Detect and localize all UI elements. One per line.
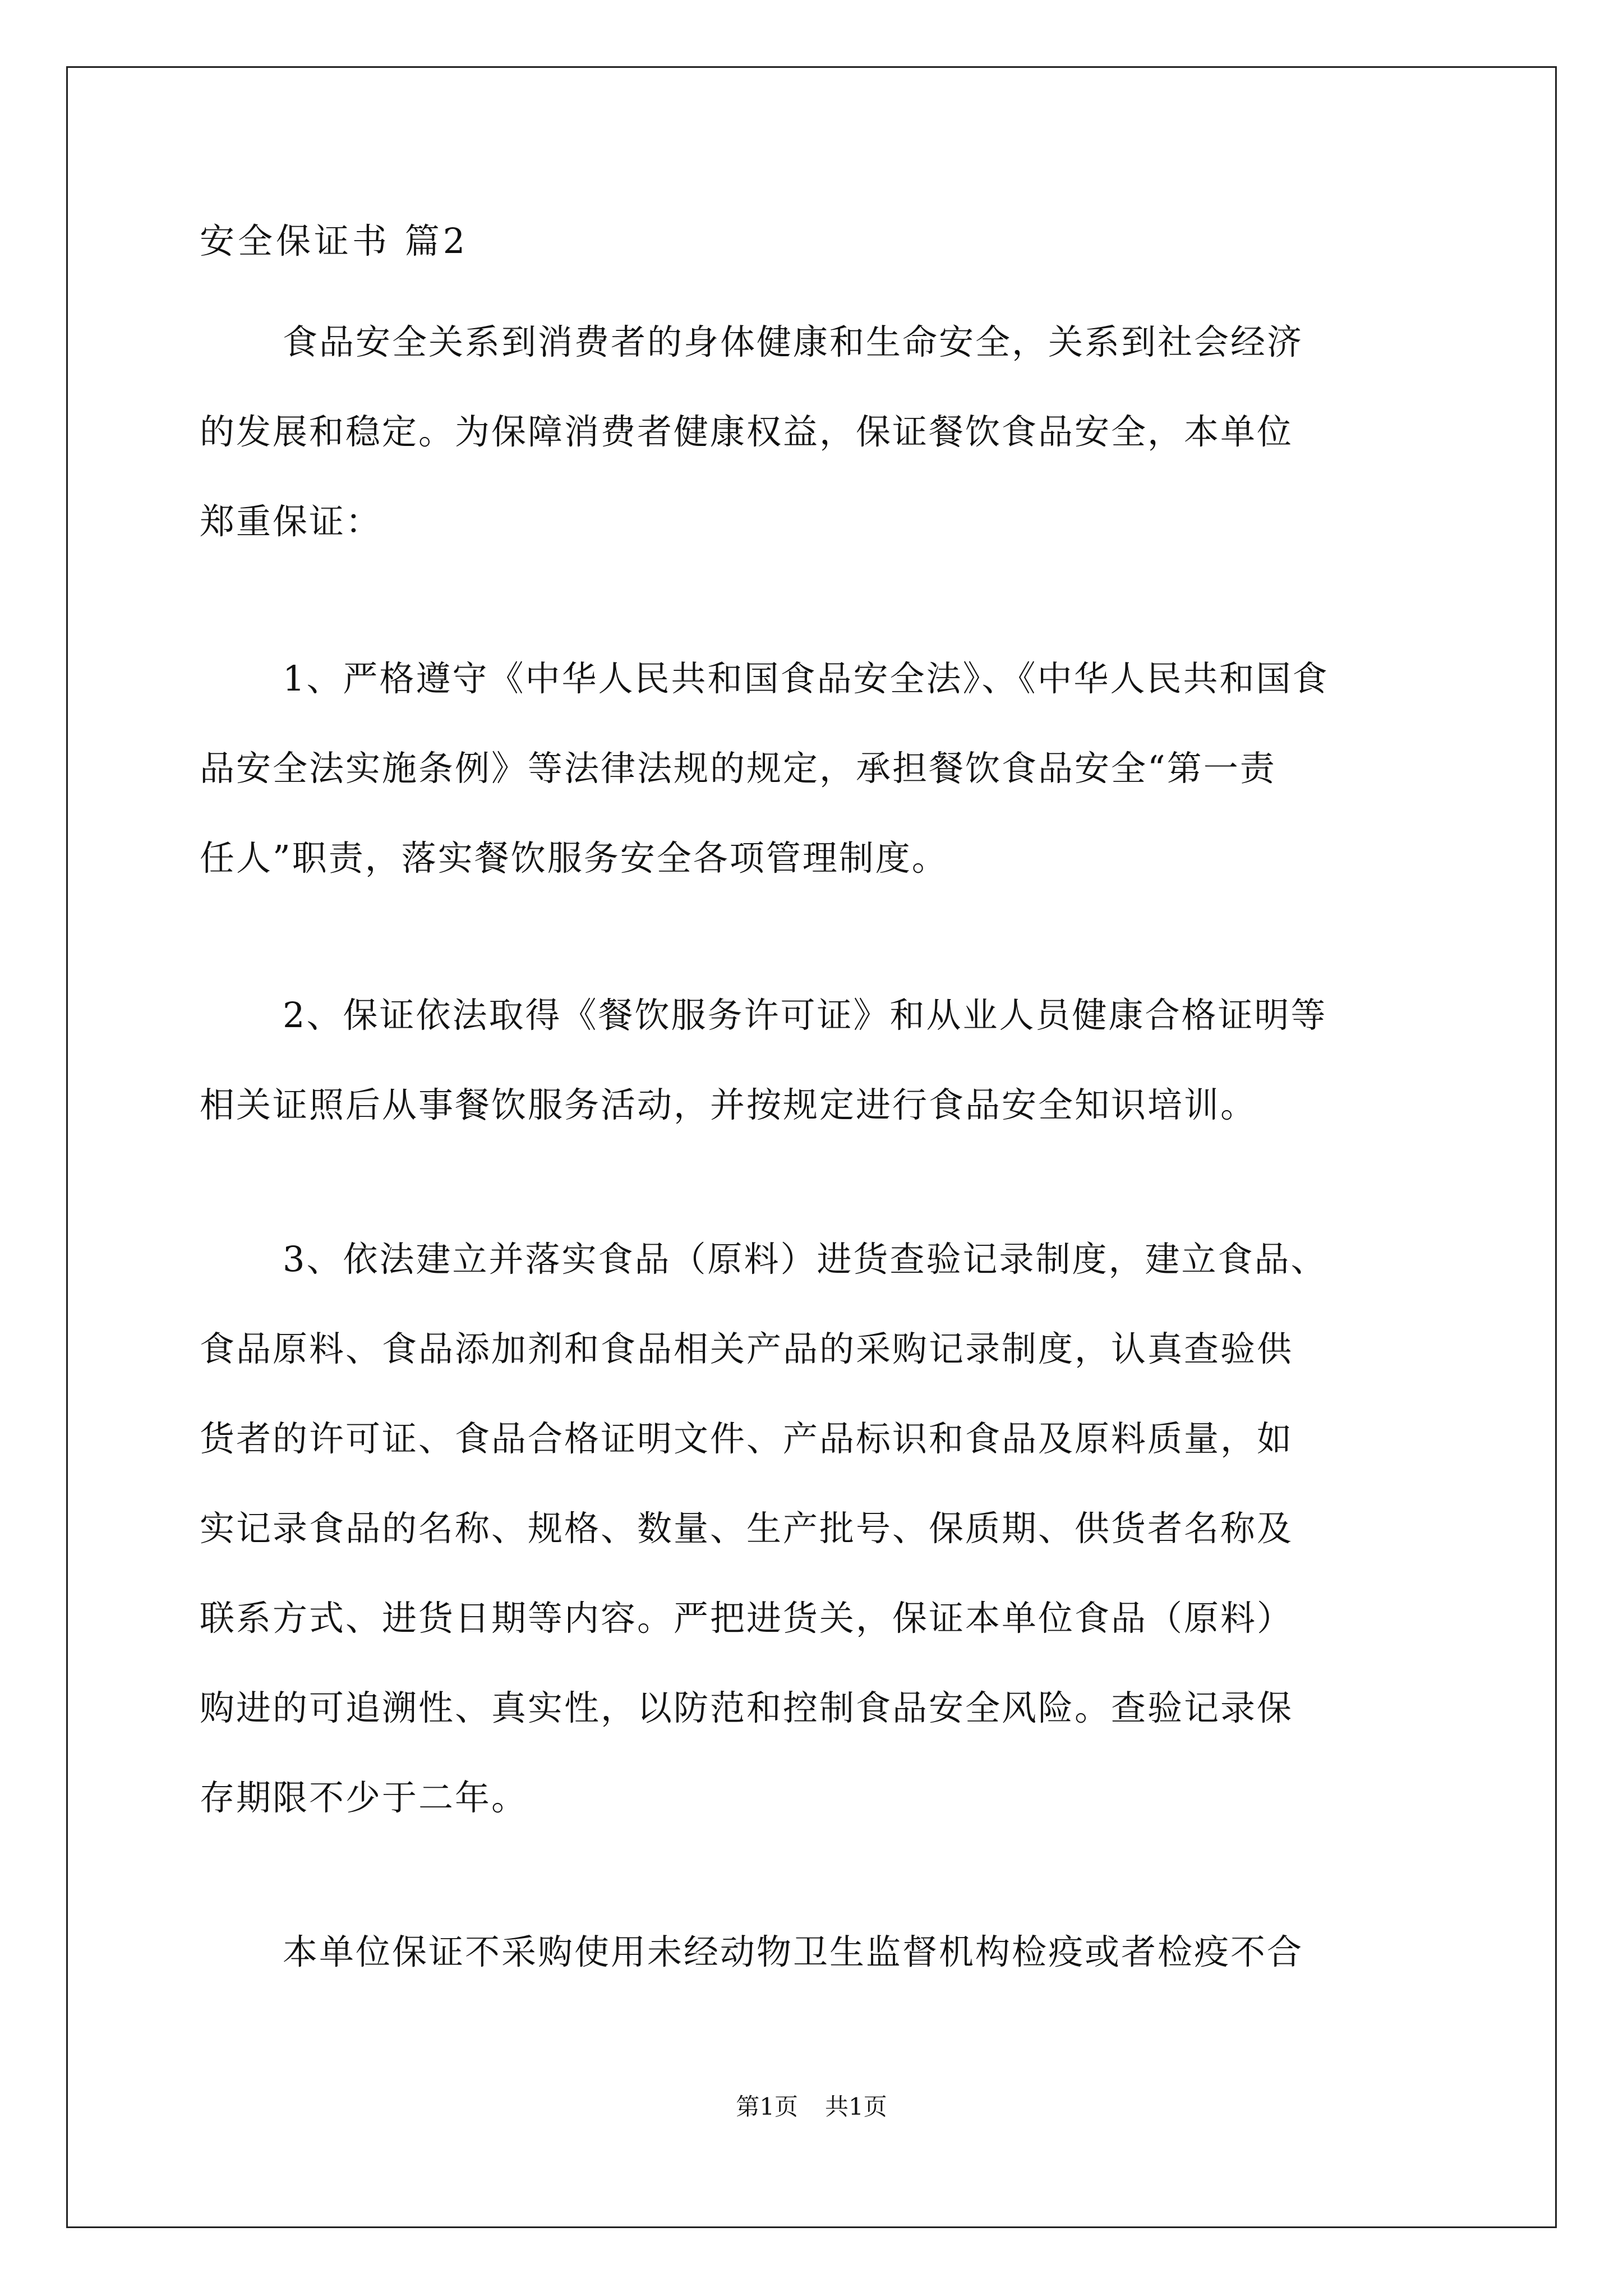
paragraph-line: 任人”职责，落实餐饮服务安全各项管理制度。 [200,838,948,878]
paragraph-item-2 [200,970,1433,1150]
paragraph-line: 的发展和稳定。为保障消费者健康权益，保证餐饮食品安全，本单位 [200,411,1294,452]
paragraph-continuation [200,1907,1433,1997]
paragraph-line: 食品安全关系到消费者的身体健康和生命安全，关系到社会经济 [283,321,1304,362]
paragraph-line: 相关证照后从事餐饮服务活动，并按规定进行食品安全知识培训。 [200,1084,1257,1125]
page-footer [0,2091,1623,2123]
paragraph-line: 1、严格遵守《中华人民共和国食品安全法》、《中华人民共和国食 [283,658,1329,699]
paragraph-line: 食品原料、食品添加剂和食品相关产品的采购记录制度，认真查验供 [200,1328,1294,1369]
paragraph-line: 存期限不少于二年。 [200,1777,528,1818]
paragraph-line: 郑重保证： [200,501,382,542]
paragraph-line: 本单位保证不采购使用未经动物卫生监督机构检疫或者检疫不合 [283,1931,1304,1972]
paragraph-intro [200,297,1433,567]
paragraph-line: 2、保证依法取得《餐饮服务许可证》和从业人员健康合格证明等 [283,995,1327,1036]
paragraph-item-3 [200,1214,1433,1843]
paragraph-item-1 [200,634,1433,903]
paragraph-line: 货者的许可证、食品合格证明文件、产品标识和食品及原料质量，如 [200,1418,1294,1459]
page-total: 共1页 [825,2093,887,2120]
paragraph-line: 实记录食品的名称、规格、数量、生产批号、保质期、供货者名称及 [200,1508,1294,1549]
paragraph-line: 品安全法实施条例》等法律法规的规定，承担餐饮食品安全“第一责 [200,748,1276,789]
document-title: 安全保证书 篇2 [200,220,469,261]
paragraph-line: 购进的可追溯性、真实性，以防范和控制食品安全风险。查验记录保 [200,1687,1294,1728]
paragraph-line: 联系方式、进货日期等内容。严把进货关，保证本单位食品（原料） [200,1598,1294,1639]
paragraph-line: 3、依法建立并落实食品（原料）进货查验记录制度，建立食品、 [283,1239,1327,1280]
page-number: 第1页 [736,2093,798,2120]
